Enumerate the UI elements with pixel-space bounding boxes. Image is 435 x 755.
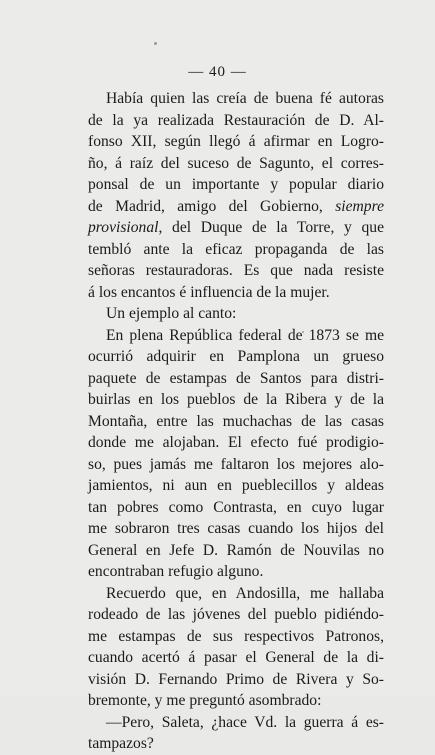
text-line: Un ejemplo al canto:: [106, 305, 237, 322]
text-line: encontraban refugio alguno.: [88, 563, 264, 580]
text-line: jamientos, ni aun en pueblecillos y aldeas: [88, 477, 384, 494]
text-line: donde me alojaban. El efecto fué prodigio-: [88, 434, 384, 451]
body-text: [88, 88, 384, 755]
text-line: cuando acertó á pasar el General de la di-: [88, 649, 384, 666]
text-line: me estampas de sus respectivos Patronos,: [88, 627, 384, 645]
text-line: General en Jefe D. Ramón de Nouvilas no: [88, 541, 384, 559]
text-line: tembló ante la eficaz propaganda de las: [88, 240, 384, 258]
text-line: rodeado de las jóvenes del pueblo pidiéndo-: [88, 606, 384, 623]
text-line: so, pues jamás me faltaron los mejores alo-: [88, 455, 384, 473]
text-line: ocurrió adquirir en Pamplona un grueso: [88, 348, 384, 365]
text-line: tan pobres como Contrasta, en cuyo lugar: [88, 498, 384, 516]
text-line: Montaña, entre las muchachas de las casas: [88, 412, 384, 430]
text-line: —Pero, Saleta, ¿hace Vd. la guerra á es-: [106, 713, 384, 731]
text-line: visión D. Fernando Primo de Rivera y So-: [88, 670, 384, 688]
text-line: de Madrid, amigo del Gobierno, siempre: [88, 197, 384, 215]
text-line: Había quien las creía de buena fé autoras: [106, 90, 384, 107]
text-line: fonso XII, según llegó á afirmar en Logro-: [88, 133, 384, 150]
page-number: — 40 —: [188, 64, 247, 80]
text-line: ño, á raíz del suceso de Sagunto, el corres-: [88, 154, 384, 172]
text-line: ponsal de un importante y popular diario: [88, 176, 384, 193]
text-line: á los encantos é influencia de la mujer.: [88, 283, 330, 301]
paper-speck: [154, 42, 157, 45]
text-line: tampazos?: [88, 735, 154, 752]
text-line: paquete de estampas de Santos para distri-: [88, 369, 384, 387]
text-line: bremonte, y me preguntó asombrado:: [88, 692, 322, 709]
text-line: señoras restauradoras. Es que nada resiste: [88, 262, 384, 279]
text-line: provisional, del Duque de la Torre, y que: [88, 219, 384, 236]
text-line: me sobraron tres casas cuando los hijos del: [88, 520, 384, 537]
text-line: Recuerdo que, en Andosilla, me hallaba: [106, 584, 384, 602]
text-line: buirlas en los pueblos de la Ribera y de la: [88, 391, 384, 408]
text-line: En plena República federal de 1873 se me: [106, 326, 384, 344]
text-line: de la ya realizada Restauración de D. Al-: [88, 111, 384, 129]
